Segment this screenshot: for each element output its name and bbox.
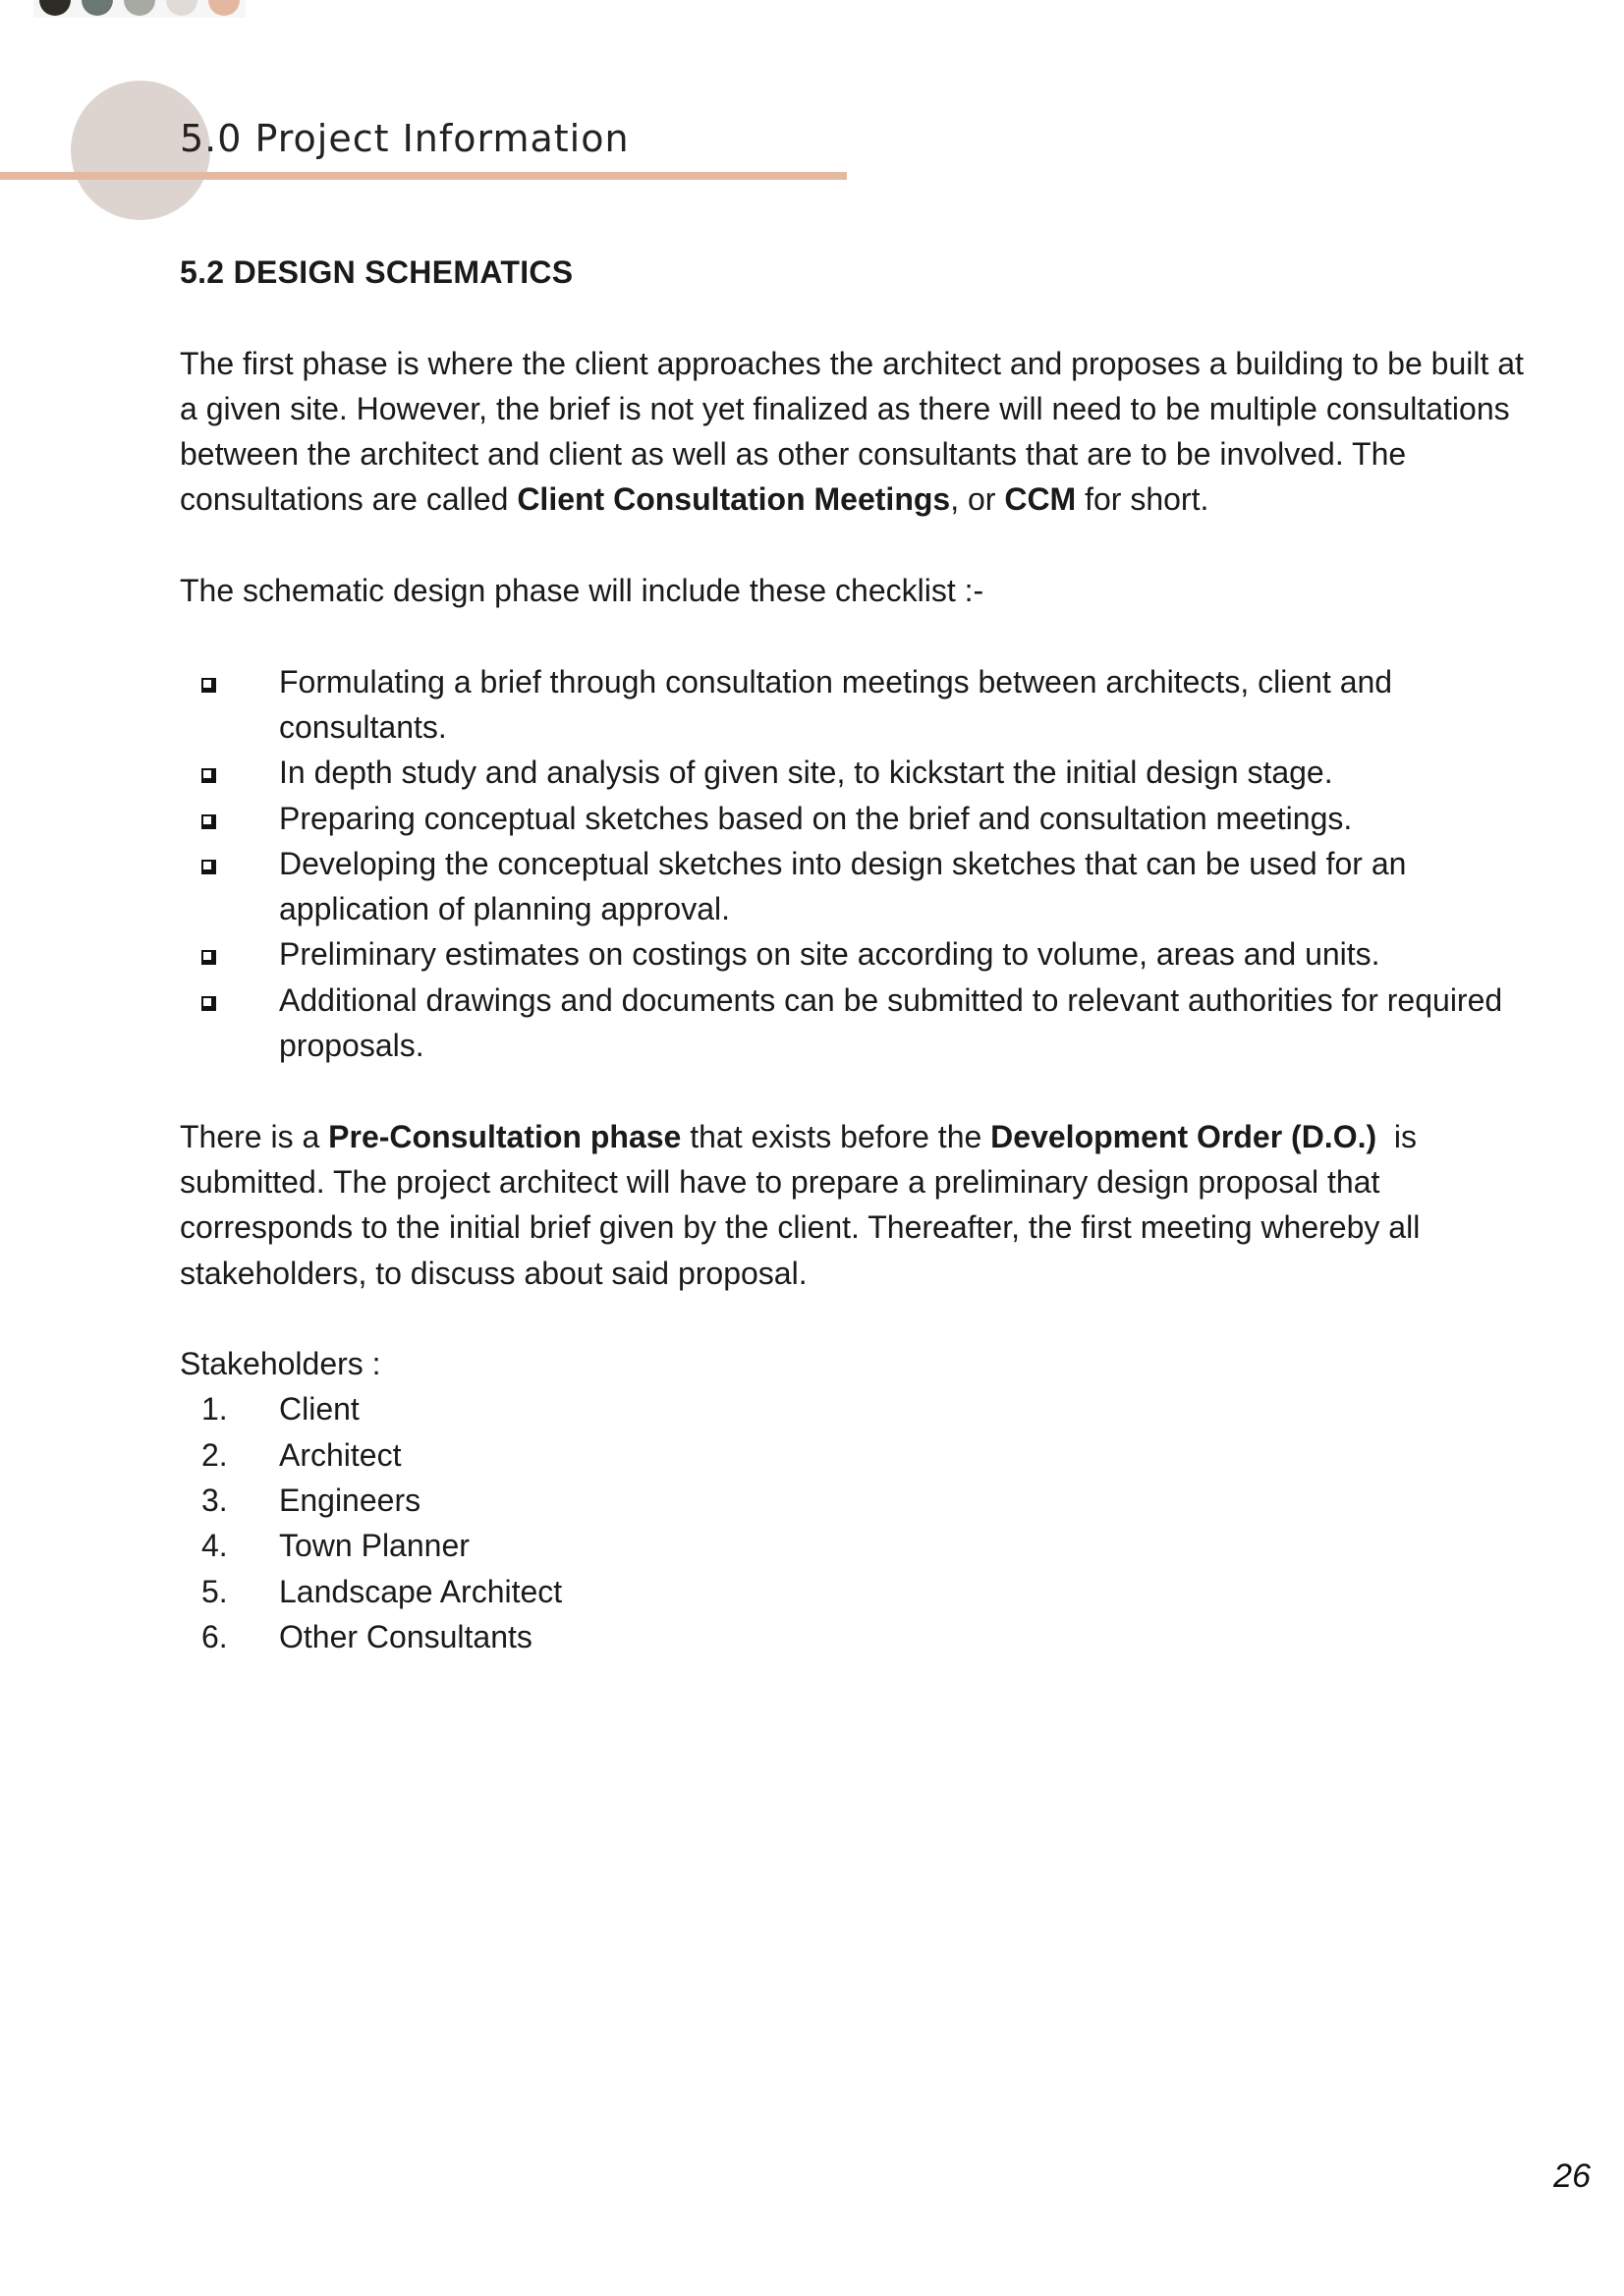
checkbox-icon xyxy=(201,931,216,977)
stakeholder-name: Other Consultants xyxy=(279,1618,532,1654)
checklist-item-text: In depth study and analysis of given site, to kickstart the initial design stage. xyxy=(279,755,1333,791)
stakeholder-item xyxy=(180,1614,1526,1659)
checklist-item-text: Additional drawings and documents can be submitted to relevant authorities for required proposals. xyxy=(279,981,1503,1064)
stakeholder-item xyxy=(180,1478,1526,1523)
checklist-item xyxy=(180,796,1526,841)
stakeholder-name: Client xyxy=(279,1391,360,1428)
page-number: 26 xyxy=(1553,2157,1591,2195)
intro-paragraph xyxy=(180,341,1526,523)
stakeholder-number: 6. xyxy=(201,1618,228,1654)
subsection-heading: 5.2 DESIGN SCHEMATICS xyxy=(180,254,574,290)
checkbox-icon xyxy=(201,841,216,886)
checklist-item xyxy=(180,750,1526,795)
intro-text-2: , or xyxy=(950,481,1005,518)
stakeholder-item xyxy=(180,1432,1526,1478)
palette-swatch-3 xyxy=(124,0,155,16)
checklist-item-text: Preparing conceptual sketches based on the brief and consultation meetings. xyxy=(279,800,1353,836)
stakeholder-number: 4. xyxy=(201,1528,228,1564)
stakeholder-number: 1. xyxy=(201,1391,228,1428)
checkbox-icon xyxy=(201,796,216,841)
stakeholder-name: Architect xyxy=(279,1436,402,1473)
checklist-item-text: Preliminary estimates on costings on site according to volume, areas and units. xyxy=(279,936,1380,973)
stakeholder-name: Engineers xyxy=(279,1483,421,1519)
checklist-item xyxy=(180,659,1526,751)
checklist-item xyxy=(180,841,1526,932)
preconsult-text-1: There is a xyxy=(180,1118,329,1154)
intro-text-3: for short. xyxy=(1076,481,1209,518)
stakeholders-list xyxy=(180,1386,1526,1659)
stakeholder-item xyxy=(180,1386,1526,1431)
stakeholder-name: Town Planner xyxy=(279,1528,470,1564)
page-content xyxy=(180,250,1526,1706)
intro-bold-ccm-full: Client Consultation Meetings xyxy=(517,481,951,518)
preconsult-text-3: is submitted. The project architect will have to prepare a preliminary design proposal that corresponds to the initial brief given by the client. Thereafter, the first meeting whereby all stakeholders, to discuss about said proposal. xyxy=(180,1118,1429,1291)
checklist-lead: The schematic design phase will include these checklist :- xyxy=(180,573,984,609)
intro-bold-ccm: CCM xyxy=(1004,481,1077,518)
palette-swatch-2 xyxy=(82,0,113,16)
intro-text-1: The first phase is where the client approaches the architect and proposes a building to be built at a given site. However, the brief is not yet finalized as there will need to be multiple consultations between the architect and client as well as other consultants that are to be involved. The consultations are called xyxy=(180,345,1524,518)
preconsult-bold-do: Development Order (D.O.) xyxy=(990,1118,1377,1154)
checklist-item-text: Developing the conceptual sketches into design sketches that can be used for an application of planning approval. xyxy=(279,845,1407,927)
palette-swatch-5 xyxy=(208,0,240,16)
header-underline xyxy=(0,172,847,180)
section-title: 5.0 Project Information xyxy=(180,117,630,160)
checklist-item-text: Formulating a brief through consultation meetings between architects, client and consultants. xyxy=(279,663,1393,745)
checklist xyxy=(180,659,1526,1069)
stakeholder-number: 5. xyxy=(201,1573,228,1609)
checkbox-icon xyxy=(201,659,216,704)
checklist-item xyxy=(180,931,1526,977)
preconsult-text-2: that exists before the xyxy=(681,1118,991,1154)
palette-swatch-1 xyxy=(39,0,71,16)
stakeholders-label: Stakeholders : xyxy=(180,1346,381,1382)
stakeholder-number: 3. xyxy=(201,1483,228,1519)
checkbox-icon xyxy=(201,978,216,1023)
stakeholder-item xyxy=(180,1569,1526,1614)
checklist-item xyxy=(180,978,1526,1069)
preconsultation-paragraph xyxy=(180,1114,1526,1296)
checkbox-icon xyxy=(201,750,216,795)
preconsult-bold-phase: Pre-Consultation phase xyxy=(328,1118,682,1154)
stakeholder-number: 2. xyxy=(201,1436,228,1473)
stakeholder-name: Landscape Architect xyxy=(279,1573,563,1609)
stakeholder-item xyxy=(180,1523,1526,1568)
color-palette xyxy=(33,0,246,18)
palette-swatch-4 xyxy=(166,0,197,16)
